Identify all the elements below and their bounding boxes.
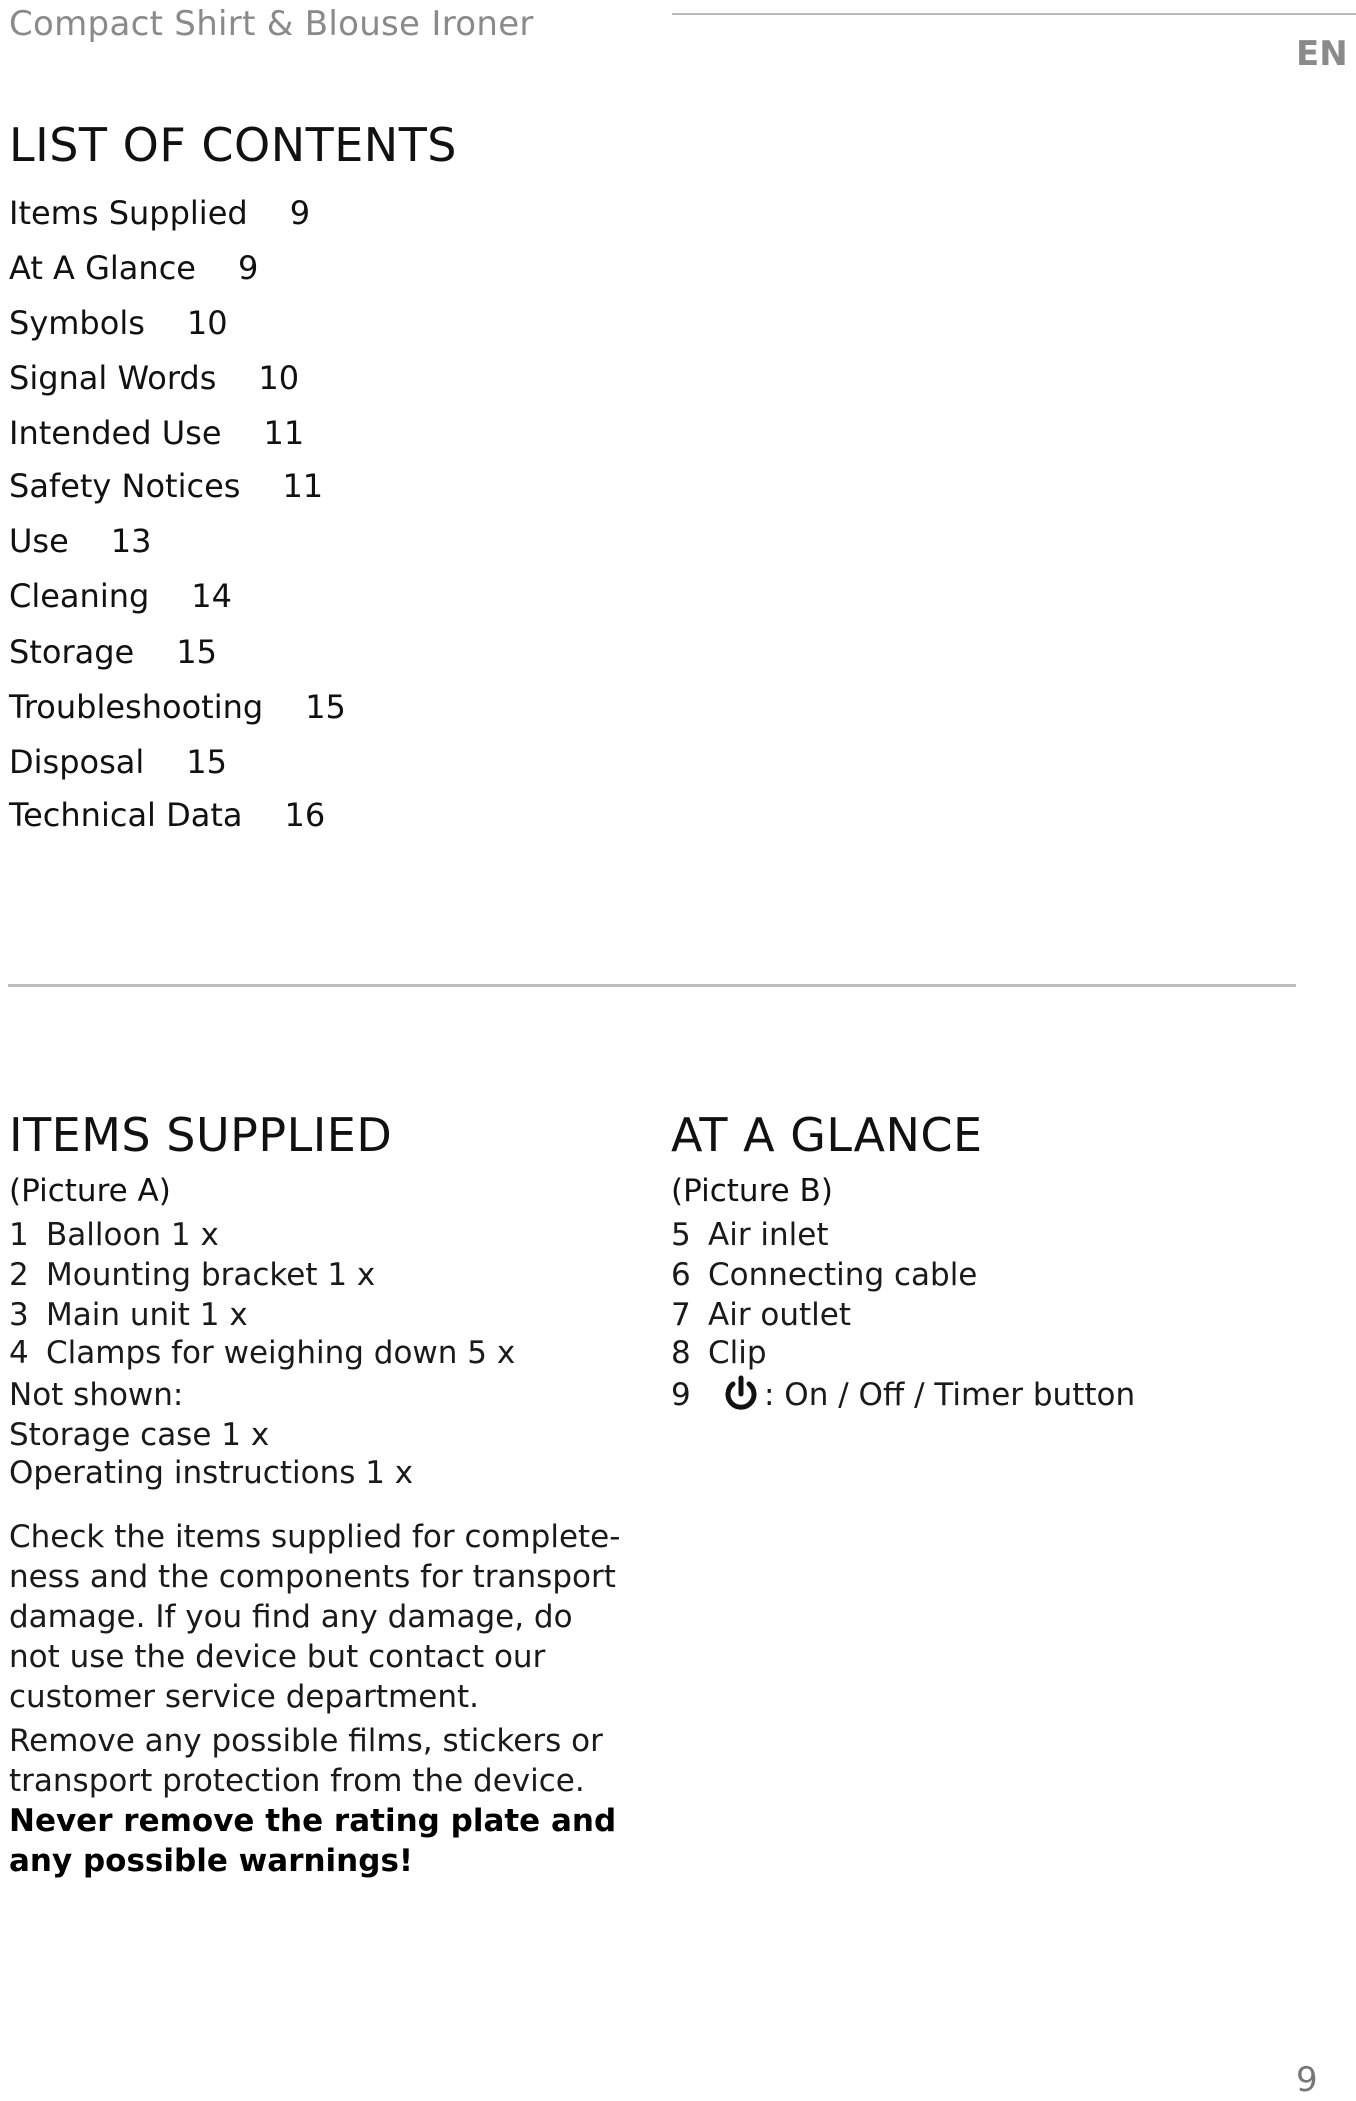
- item-number: 1: [9, 1217, 29, 1253]
- toc-item-page: 9: [289, 194, 311, 232]
- toc-item[interactable]: [9, 688, 346, 726]
- item-text: Connecting cable: [708, 1257, 978, 1293]
- list-item: [671, 1375, 1135, 1413]
- header-divider: [672, 13, 1356, 15]
- toc-item-label: Symbols: [9, 304, 145, 342]
- not-shown-label: Not shown:: [9, 1377, 184, 1413]
- list-item: [671, 1297, 851, 1333]
- item-text: Balloon 1 x: [46, 1217, 219, 1253]
- power-icon: [722, 1375, 760, 1413]
- toc-item-page: 9: [237, 249, 259, 287]
- toc-item-label: Technical Data: [9, 796, 243, 834]
- toc-item[interactable]: [9, 414, 304, 452]
- item-text: Clamps for weighing down 5 x: [46, 1335, 516, 1371]
- toc-item-label: Safety Notices: [9, 467, 241, 505]
- warning-paragraph: Never remove the rating plate and any possible warnings!: [9, 1803, 617, 1879]
- item-number: 5: [671, 1217, 691, 1253]
- toc-item[interactable]: [9, 522, 152, 560]
- toc-item-page: 15: [176, 633, 217, 671]
- toc-item-label: Disposal: [9, 743, 145, 781]
- list-item: [9, 1297, 248, 1333]
- item-text: Air outlet: [708, 1297, 852, 1333]
- toc-item-label: Use: [9, 522, 69, 560]
- list-item: [9, 1257, 375, 1293]
- item-number: 2: [9, 1257, 29, 1293]
- item-number: 9: [671, 1377, 691, 1413]
- list-item: [9, 1217, 219, 1253]
- at-a-glance-title: AT A GLANCE: [671, 1108, 983, 1162]
- list-item: [671, 1257, 977, 1293]
- toc-item-label: At A Glance: [9, 249, 196, 287]
- item-number: 6: [671, 1257, 691, 1293]
- toc-item-label: Troubleshooting: [9, 688, 264, 726]
- not-shown-item: Operating instructions 1 x: [9, 1455, 414, 1491]
- toc-item-page: 15: [186, 743, 227, 781]
- item-text: Clip: [708, 1335, 767, 1371]
- toc-item[interactable]: [9, 796, 325, 834]
- toc-item[interactable]: [9, 633, 217, 671]
- toc-item-label: Signal Words: [9, 359, 217, 397]
- toc-item-page: 14: [191, 577, 233, 615]
- item-number: 8: [671, 1335, 691, 1371]
- page-number: 9: [1296, 2060, 1318, 2100]
- toc-item[interactable]: [9, 743, 227, 781]
- item-text: Main unit 1 x: [46, 1297, 248, 1333]
- list-item: [671, 1335, 767, 1371]
- section-divider: [8, 984, 1296, 987]
- toc-item[interactable]: [9, 577, 232, 615]
- toc-item-page: 10: [258, 359, 300, 397]
- toc-item[interactable]: [9, 359, 299, 397]
- toc-item-page: 15: [305, 688, 346, 726]
- document-header-title: Compact Shirt & Blouse Ironer: [9, 4, 534, 44]
- language-label: EN: [1296, 34, 1348, 74]
- check-paragraph: Check the items supplied for complete-ness and the components for transport damage. If you find any damage, do not use the device but contact our customer service department.: [9, 1519, 621, 1715]
- toc-item[interactable]: [9, 304, 228, 342]
- toc-item[interactable]: [9, 194, 310, 232]
- toc-item-page: 13: [110, 522, 152, 560]
- toc-item-label: Storage: [9, 633, 135, 671]
- item-number: 4: [9, 1335, 29, 1371]
- item-number: 3: [9, 1297, 29, 1333]
- item-number: 7: [671, 1297, 691, 1333]
- toc-item-page: 11: [282, 467, 324, 505]
- toc-title: LIST OF CONTENTS: [9, 118, 458, 172]
- items-supplied-title: ITEMS SUPPLIED: [9, 1108, 393, 1162]
- toc-item-page: 16: [284, 796, 326, 834]
- item-text: Mounting bracket 1 x: [46, 1257, 376, 1293]
- toc-item[interactable]: [9, 249, 258, 287]
- list-item: [9, 1335, 515, 1371]
- item-text: : On / Off / Timer button: [764, 1377, 1136, 1413]
- toc-item-page: 11: [263, 414, 305, 452]
- item-text: Air inlet: [708, 1217, 829, 1253]
- toc-item[interactable]: [9, 467, 323, 505]
- toc-item-label: Items Supplied: [9, 194, 248, 232]
- picture-reference: (Picture A): [9, 1173, 171, 1209]
- list-item: [671, 1217, 829, 1253]
- picture-reference: (Picture B): [671, 1173, 833, 1209]
- not-shown-item: Storage case 1 x: [9, 1417, 270, 1453]
- remove-paragraph: Remove any possible films, stickers or transport protection from the device.: [9, 1723, 603, 1799]
- toc-item-label: Cleaning: [9, 577, 150, 615]
- toc-item-label: Intended Use: [9, 414, 222, 452]
- toc-item-page: 10: [186, 304, 228, 342]
